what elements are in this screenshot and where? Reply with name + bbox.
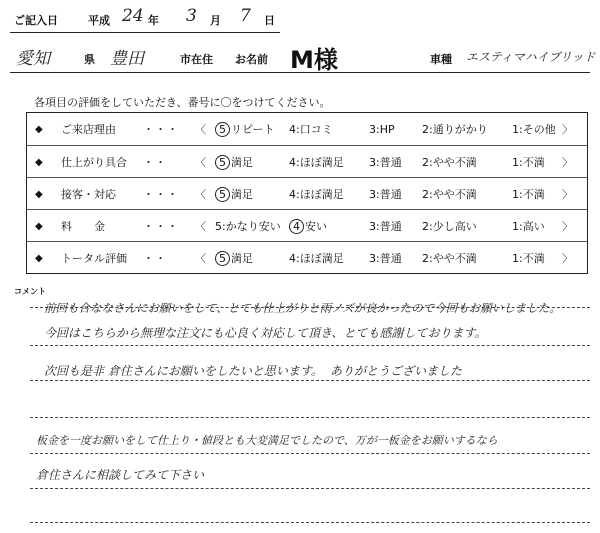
rating-option[interactable]: 2:やや不満 [422, 252, 477, 265]
selected-circle-icon: 5 [215, 187, 230, 202]
prefecture-unit: 県 [84, 53, 95, 66]
rating-row [27, 177, 587, 210]
selected-circle-icon: 4 [289, 219, 304, 234]
rating-row [27, 145, 587, 178]
year-value: 24 [122, 6, 144, 26]
left-bracket-icon: 〈 [195, 156, 206, 169]
diamond-icon: ◆ [35, 188, 43, 200]
month-value: 3 [186, 6, 197, 26]
entry-date-label: ご記入日 [14, 14, 58, 27]
diamond-icon: ◆ [35, 123, 43, 135]
rating-option-selected[interactable] [215, 250, 253, 266]
rating-option-text: 満足 [231, 252, 253, 265]
rating-option[interactable]: 3:普通 [369, 252, 402, 265]
rating-option[interactable]: 4:口コミ [289, 123, 333, 136]
comment-label: コメント [14, 287, 46, 296]
rating-option[interactable]: 4:ほぼ満足 [289, 252, 344, 265]
era-label: 平成 [88, 14, 110, 27]
selected-circle-icon: 5 [215, 155, 230, 170]
right-bracket-icon: 〉 [562, 220, 573, 233]
right-bracket-icon: 〉 [562, 252, 573, 265]
comment-line-2: 今回はこちらから無理な注文にも心良く対応して頂き、とても感謝しております。 [44, 326, 487, 340]
city-value: 豊田 [110, 49, 144, 69]
rating-row [27, 113, 587, 145]
rating-option[interactable]: 3:普通 [369, 188, 402, 201]
rating-option-selected[interactable] [289, 218, 327, 234]
rating-option[interactable]: 2:通りがかり [422, 123, 488, 136]
comment-line [30, 380, 590, 381]
day-unit: 日 [264, 14, 275, 27]
rating-option-selected[interactable] [215, 186, 253, 202]
comment-line [30, 488, 590, 489]
rating-option[interactable]: 5:かなり安い [215, 220, 281, 233]
rating-label: ご来店理由 [61, 123, 116, 136]
rating-option-text: 安い [305, 220, 327, 233]
right-bracket-icon: 〉 [562, 156, 573, 169]
month-unit: 月 [210, 14, 221, 27]
instruction-text: 各項目の評価をしていただき、番号に〇をつけてください。 [34, 96, 331, 109]
rating-option-text: リピート [231, 123, 275, 136]
rating-label: 料 金 [61, 220, 105, 233]
customer-name: M様 [290, 46, 338, 74]
address-underline [10, 72, 590, 73]
rating-option[interactable]: 1:不満 [512, 252, 545, 265]
comment-line-3: 次回も是非 倉住さんにお願いをしたいと思います。 [44, 364, 323, 378]
rating-option[interactable]: 4:ほぼ満足 [289, 188, 344, 201]
rating-row [27, 209, 587, 242]
comment-line [30, 453, 590, 454]
ratings-table [26, 112, 588, 274]
rating-dots: ・・ [143, 252, 167, 265]
rating-label: 接客・対応 [61, 188, 116, 201]
comment-line-1: 前回も合ななさんにお願いをして、とても仕上がりと雨ノズが良かったので今回もお願いしました。 [44, 301, 561, 315]
rating-row [27, 241, 587, 274]
left-bracket-icon: 〈 [195, 252, 206, 265]
comment-line-5: 板金を一度お願いをして仕上り・値段とも大変満足でしたので、万が一板金をお願いするなら [36, 434, 498, 447]
city-unit: 市在住 [180, 53, 213, 66]
left-bracket-icon: 〈 [195, 220, 206, 233]
rating-option[interactable]: 2:やや不満 [422, 156, 477, 169]
rating-label: トータル評価 [61, 252, 127, 265]
rating-option-selected[interactable] [215, 154, 253, 170]
day-value: 7 [240, 6, 251, 26]
rating-option-selected[interactable] [215, 121, 275, 137]
year-unit: 年 [148, 14, 159, 27]
rating-option[interactable]: 3:普通 [369, 156, 402, 169]
rating-option[interactable]: 3:普通 [369, 220, 402, 233]
rating-option-text: 満足 [231, 188, 253, 201]
left-bracket-icon: 〈 [195, 123, 206, 136]
rating-option[interactable]: 1:高い [512, 220, 545, 233]
diamond-icon: ◆ [35, 220, 43, 232]
rating-dots: ・・・ [143, 220, 179, 233]
comment-line-4: ありがとうございました [330, 364, 463, 378]
selected-circle-icon: 5 [215, 122, 230, 137]
prefecture-value: 愛知 [16, 49, 50, 69]
left-bracket-icon: 〈 [195, 188, 206, 201]
comment-line [30, 522, 590, 523]
date-underline [10, 32, 280, 33]
selected-circle-icon: 5 [215, 251, 230, 266]
rating-label: 仕上がり具合 [61, 156, 127, 169]
rating-option[interactable]: 2:少し高い [422, 220, 477, 233]
rating-dots: ・・・ [143, 123, 179, 136]
rating-option[interactable]: 2:やや不満 [422, 188, 477, 201]
car-value: エスティマハイブリッド [466, 50, 596, 64]
car-label: 車種 [430, 53, 452, 66]
rating-option[interactable]: 1:不満 [512, 188, 545, 201]
rating-option[interactable]: 3:HP [369, 122, 395, 136]
right-bracket-icon: 〉 [562, 123, 573, 136]
rating-dots: ・・ [143, 156, 167, 169]
comment-line [30, 417, 590, 418]
rating-option[interactable]: 1:その他 [512, 123, 556, 136]
comment-line-6: 倉住さんに相談してみて下さい [36, 468, 205, 482]
rating-option[interactable]: 4:ほぼ満足 [289, 156, 344, 169]
rating-option-text: 満足 [231, 156, 253, 169]
right-bracket-icon: 〉 [562, 188, 573, 201]
name-label: お名前 [235, 53, 268, 66]
diamond-icon: ◆ [35, 156, 43, 168]
comment-line [30, 345, 590, 346]
rating-option[interactable]: 1:不満 [512, 156, 545, 169]
diamond-icon: ◆ [35, 252, 43, 264]
rating-dots: ・・・ [143, 188, 179, 201]
